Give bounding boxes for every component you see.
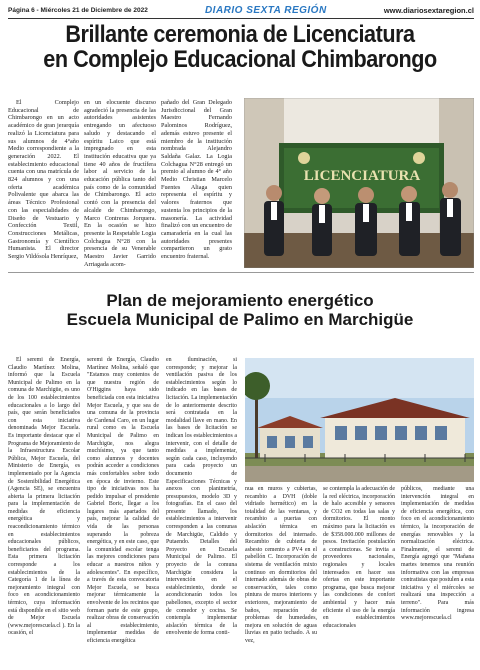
school-photo bbox=[245, 358, 474, 482]
article2-title-line2: Escuela Municipal de Palimo en Marchigüe bbox=[66, 309, 414, 329]
article1-column-3: pañado del Gran Delegado Jurisdiccional del Gran Maestro Fernando Palominos Rodríguez, además estuvo presente el miembro de la institución nombrada Alejandro Saldaña Galaz. La Logia Colchagua N°28 entregó un premio al alumno de 4° año Medio Christian Marcelo Fuentes Aliaga quien representa el espíritu y valores fraternos que sustenta los principios de la masonería. La actividad finalizó con un encuentro de camaradería en la cual las autoridades presentes compartieron un grato encuentro fraternal. bbox=[161, 99, 232, 261]
article2-column-3a: en iluminación, si corresponde; y mejorar la ventilación pasiva de los establecimientos según lo indicado en las bases de licitación. La implementación de lo anteriormente descrito será contratada en la modalidad llave en mano. En las bases de licitación se indican los establecimientos a intervenir, con el detalle de medidas a implementar, según cada caso, incluyendo para cada proyecto un documento de Especificaciones Técnicas y anexos con planimetría, presupuestos, modelo 3D y fotografías. En el caso del presente llamado, los establecimientos a intervenir corresponden a las comunas de Marchigüe, Caldido y Putaendo. Detalles del Proyecto en Escuela Municipal de Palimo. El proyecto de la comuna Marchigüe considera la intervención en el establecimiento, donde se acondicionarán todos los pabellones, excepto el sector de comedor y cocina. Se contempla implementar aislación térmica de la envolvente de forma conti- bbox=[166, 357, 237, 637]
article2-column-1: El seremi de Energía, Claudio Martínez Molina, informó que la Escuela Municipal de Palimo en la comuna de Marchigüe, es uno de los 100 establecimientos educacionales a lo largo del país, que serán beneficiados con esta iniciativa denominada Mejor Escuela. Es importante destacar que el Programa de Mejoramiento de la Infraestructura Escolar Pública, Mejor Escuela, del Ministerio de Energía, es implementado por la Agencia de Sostenibilidad Energética (Agencia SE), se encuentra abierta la primera licitación para la implementación de medidas de eficiencia energética y reacondicionamiento térmico en establecimientos educacionales públicos, beneficiarios del programa. Esta primera licitación corresponde a los establecimientos de la Categoría 1 de la línea de mejoramiento integral con foco en acondicionamiento térmico, cuya información está disponible en el sitio web de Mejor Escuela (www.mejorescuela.cl ). En la ocasión, el bbox=[8, 357, 80, 637]
ceremony-photo-image bbox=[244, 98, 474, 268]
page-header bbox=[8, 3, 474, 19]
school-photo-image bbox=[245, 358, 474, 482]
article1-column-1: El Complejo Educacional de Chimbarongo en un acto académico de gran jerarquía realizó la Licenciatura para sus alumnos de 4°año Medio correspondiente a la generación 2022. El establecimiento educacional cuenta con una matrícula de 824 alumnos y con una oferta académica Polivalente que abarca las áreas Técnico Profesional con las especialidades de Diseño de Vestuario y Confección Textil, Construcciones Metálicas, Gastronomía y Científico Humanista. El director Sergio Vildósola Henríquez, bbox=[8, 99, 79, 261]
article2-headline bbox=[6, 292, 474, 329]
newspaper-name: DIARIO SEXTA REGIÓN bbox=[204, 5, 327, 16]
page-date: Página 6 - Miércoles 21 de Diciembre de 2022 bbox=[8, 7, 148, 14]
article1-headline bbox=[6, 22, 474, 72]
article2-column-4: se contempla la adecuación de la red eléctrica, incorporación de halo accesible y sensores de CO2 en todas las salas y dormitorios. El monto máximo para la licitación es de $358.000.000 millones de pesos. Invitación postulación a constructoras. Se invita a proveedores nacionales, regionales y locales interesados en hacer sus ofertas en este importante programa, que busca mejorar las condiciones de confort ambiental y hacer más eficiente el uso de la energía en establecimientos educacionales bbox=[323, 486, 395, 629]
article2-title-line1: Plan de mejoramiento energético bbox=[106, 291, 374, 310]
article2-column-3b: nua en muros y cubiertas, recambio a DVH (doble vidriado hermético) en la totalidad de las ventanas, y recambio a puertas con aislación térmica en dormitorios del internado. Recambio de cubierta de asbesto cemento a PV4 en el pabellón C. Incorporación de sistema de ventilación mixto continuo en dormitorios del internado además de obras de conservación, tales como pintura de muros interiores y exteriores, mejoramiento de baños, reparación de problemas de humedades, mejora en solución de aguas lluvias en patio techado. A su vez, bbox=[245, 486, 317, 644]
website-link[interactable]: www.diariosextaregion.cl bbox=[383, 6, 474, 15]
article1-title-line1: Brillante ceremonia de Licenciatura bbox=[65, 21, 415, 48]
section-divider bbox=[8, 272, 474, 273]
article2-column-2: seremi de Energía, Claudio Martínez Molina, señaló que "Estamos muy contentos de que nuestra región de O'Higgins haya sido beneficiada con esta iniciativa Mejor Escuela, y que sea de una comuna de la provincia de Cardenal Caro, en un lugar rural como es la Escuela Municipal de Palimo en Marchigüe, nos alegra muchísimo, ya que tanto como alumnos y docentes podrán acceder a condiciones más confortables sobre todo en época de invierno. Este tipo de iniciativas nos ha pedido impulsar el presidente Gabriel Boric, llegar a los lugares más apartados del país, mejorar la calidad de vida de las personas superando la pobreza energética, y en este caso, que la comunidad escolar tenga las mejores condiciones para educar a nuestros niños y adolescentes". En específico, a través de esta convocatoria Mejor Escuela, se busca mejorar térmicamente la envolvente de los recintos que forman parte de este grupo, realizar obras de conservación al establecimiento, implementar medidas de eficiencia energética bbox=[87, 357, 159, 644]
article1-title-line2: en Complejo Educacional Chimbarongo bbox=[43, 46, 437, 73]
article2-column-5: públicos, mediante una intervención integral en implementación de medidas de eficiencia energética, con foco en el acondicionamiento térmico, la incorporación de energías renovables y la normalización eléctrica. Finalmente, el seremi de Energía agregó que "Mañana martes tenemos una reunión informativa con las empresas contratistas que postulen a esta iniciativa y el miércoles se realizará una inspección a terreno". Para más información ingresa www.mejorescuela.cl bbox=[401, 486, 474, 622]
ceremony-photo bbox=[244, 98, 474, 268]
svg-text:LICENCIATURA: LICENCIATURA bbox=[303, 168, 421, 184]
article1-column-2: en un elocuente discurso agradeció la presencia de las autoridades asistentes entregando un afectuoso saludo y destacando el espíritu Laico que está impregnado en esta institución educativa que ya tiene 40 años de fructífera labor al servicio de la educación pública tanto del país como de la comunidad de Chimbarongo. El acto contó con la presencia del alcalde de Chimbarongo, Marco Contreras Jorquera. En la ocasión se hizo presente la Respetable Logia Colchagua N°28 con la presencia de su Venerable Maestro Javier Garrido Arriagada acom- bbox=[84, 99, 156, 268]
